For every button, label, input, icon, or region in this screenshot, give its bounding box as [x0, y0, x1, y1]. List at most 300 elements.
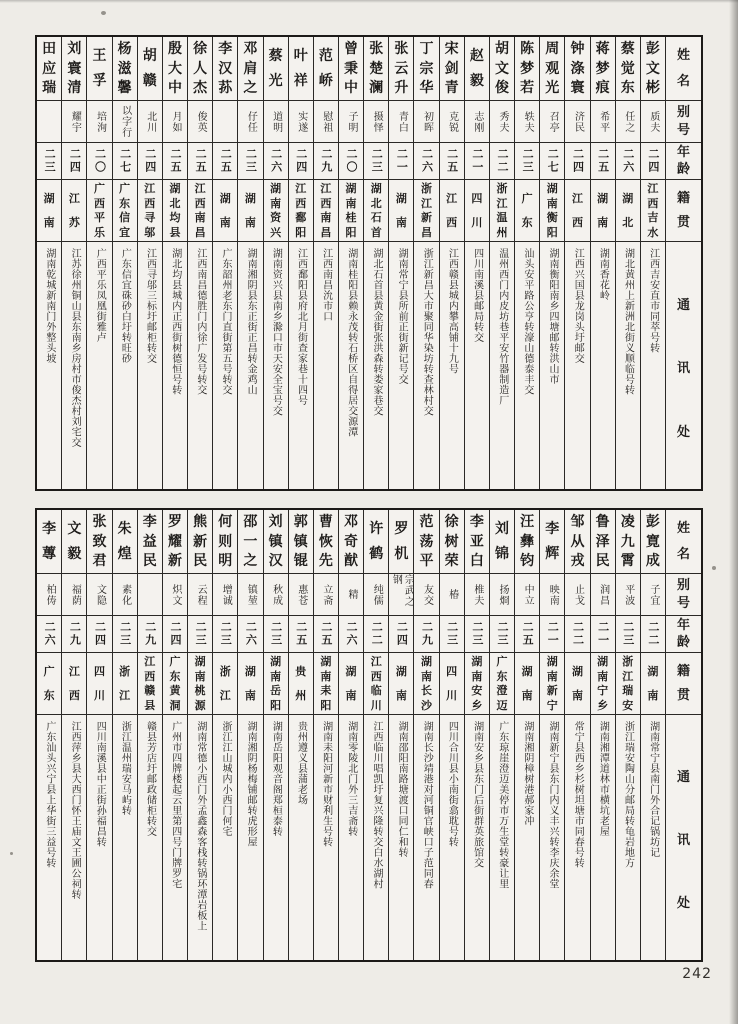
entry-column	[489, 37, 514, 489]
name-cell	[565, 37, 589, 101]
native-cell	[314, 180, 338, 242]
address-cell	[364, 242, 388, 489]
age-cell-text: 二三	[194, 621, 208, 647]
native-cell-char: 江	[320, 182, 332, 196]
alias-cell-text: 精	[346, 589, 358, 600]
age-cell	[440, 143, 464, 180]
alias-cell	[213, 574, 237, 616]
name-cell-char: 梦	[595, 60, 610, 77]
name-cell-char: 大	[167, 60, 182, 77]
native-cell-char: 资	[270, 211, 282, 225]
native-cell-char: 湖	[43, 192, 55, 205]
name-cell	[87, 510, 111, 574]
address-cell	[188, 715, 212, 960]
name-cell-char: 彭	[645, 514, 660, 531]
name-cell-char: 鲁	[595, 514, 610, 531]
address-cell	[37, 242, 61, 489]
alias-cell	[414, 101, 438, 143]
entry-column	[212, 37, 237, 489]
name-cell-char: 楚	[369, 60, 384, 77]
address-cell-text: 赣县芳店圩邮政储柜转交	[144, 721, 156, 837]
name-cell-char: 民	[193, 552, 208, 569]
native-cell-char: 北	[370, 196, 382, 210]
entry-column	[338, 37, 363, 489]
name-cell	[264, 37, 288, 101]
address-cell	[62, 242, 86, 489]
directory-table-bottom	[35, 508, 703, 962]
alias-cell-text: 以字行	[119, 105, 131, 138]
header-native	[666, 180, 701, 242]
alias-cell	[87, 574, 111, 616]
native-cell	[616, 653, 640, 715]
entry-column	[388, 37, 413, 489]
native-cell-char: 县	[169, 225, 181, 239]
age-cell-text: 二五	[194, 148, 208, 174]
name-cell-char: 彝	[520, 533, 535, 550]
native-cell-char: 均	[169, 211, 181, 225]
header-name-char: 名	[676, 546, 690, 562]
name-cell	[440, 37, 464, 101]
native-cell-char: 东	[496, 669, 508, 683]
alias-cell-text: 道明	[270, 110, 282, 133]
entry-column	[363, 37, 388, 489]
native-cell-char: 吉	[647, 211, 659, 225]
native-cell-char: 西	[144, 669, 156, 683]
native-cell-char: 湖	[219, 192, 231, 205]
name-cell	[238, 510, 262, 574]
address-cell-text: 广东汕头兴宁县上华街三益号转	[43, 721, 55, 868]
name-cell-char: 先	[318, 552, 333, 569]
name-cell-char: 李	[218, 41, 233, 58]
header-address	[666, 242, 701, 489]
name-cell	[591, 510, 615, 574]
entry-column	[514, 510, 539, 960]
native-cell-char: 四	[446, 665, 458, 678]
name-cell-char: 彬	[645, 79, 660, 96]
native-cell	[465, 180, 489, 242]
native-cell-char: 江	[622, 669, 634, 683]
native-cell	[440, 653, 464, 715]
name-cell-char: 君	[92, 552, 107, 569]
native-cell	[188, 180, 212, 242]
name-cell-char: 汉	[268, 552, 283, 569]
name-cell-char: 镇	[268, 533, 283, 550]
age-cell	[264, 143, 288, 180]
alias-cell	[641, 101, 665, 143]
address-cell-text: 四川南溪县中正街孙福昌转	[94, 721, 106, 847]
name-cell	[616, 510, 640, 574]
age-cell	[414, 143, 438, 180]
native-cell-char: 湖	[395, 665, 407, 678]
native-cell-char: 江	[370, 655, 382, 669]
name-cell	[188, 510, 212, 574]
entry-column	[439, 510, 464, 960]
alias-cell	[641, 574, 665, 616]
address-cell	[591, 242, 615, 489]
native-cell-char: 南	[244, 216, 256, 229]
entry-column	[237, 510, 262, 960]
age-cell-text: 二二	[370, 621, 384, 647]
address-cell-text: 四川合川县小南街翕耽号转	[446, 721, 458, 847]
age-cell-text: 二二	[646, 621, 660, 647]
native-cell-char: 水	[647, 225, 659, 239]
native-cell	[641, 653, 665, 715]
address-cell	[289, 715, 313, 960]
header-address-char: 通	[676, 770, 690, 785]
alias-cell	[414, 574, 438, 616]
entry-column	[187, 510, 212, 960]
age-cell	[641, 143, 665, 180]
name-cell-char: 光	[545, 79, 560, 96]
alias-cell-text: 子明	[346, 110, 358, 133]
alias-cell	[163, 574, 187, 616]
name-cell	[641, 37, 665, 101]
age-cell-text: 二六	[244, 621, 258, 647]
alias-cell	[238, 101, 262, 143]
age-cell-text: 二一	[470, 148, 484, 174]
native-cell	[213, 653, 237, 715]
scan-edge-shadow-top	[0, 0, 738, 3]
address-cell	[465, 242, 489, 489]
address-cell	[37, 715, 61, 960]
entry-column	[112, 37, 137, 489]
age-cell	[515, 143, 539, 180]
age-cell	[37, 616, 61, 653]
native-cell-char: 南	[571, 689, 583, 702]
entry-column	[590, 510, 615, 960]
age-cell	[264, 616, 288, 653]
alias-cell	[113, 574, 137, 616]
name-cell-char: 观	[545, 60, 560, 77]
address-cell-text: 江西鄱阳县府北月街查家巷十四号	[295, 248, 307, 406]
native-cell	[87, 653, 111, 715]
native-cell	[213, 180, 237, 242]
name-cell-char: 毅	[67, 546, 82, 563]
age-cell	[238, 143, 262, 180]
entry-column	[37, 510, 61, 960]
address-cell-text: 广西平乐凤凰街雅卢	[94, 248, 106, 343]
age-cell-text: 二一	[395, 148, 409, 174]
age-cell-text: 二九	[143, 621, 157, 647]
native-cell	[264, 180, 288, 242]
native-cell-char: 乡	[597, 698, 609, 712]
name-cell-char: 锟	[293, 552, 308, 569]
name-cell-char: 蔡	[620, 41, 635, 58]
name-cell-char: 青	[444, 79, 459, 96]
native-cell-char: 南	[320, 669, 332, 683]
alias-cell	[389, 574, 413, 616]
name-cell-char: 梦	[520, 60, 535, 77]
native-cell-char: 广	[496, 655, 508, 669]
address-cell-text: 浙江新昌大市聚同华染坊转查林村交	[421, 248, 433, 416]
name-cell-char: 平	[419, 552, 434, 569]
native-cell-char: 湖	[270, 655, 282, 669]
age-cell	[37, 143, 61, 180]
age-cell	[213, 616, 237, 653]
native-cell-char: 沙	[421, 698, 433, 712]
alias-cell-text: 摄怿	[371, 110, 383, 133]
age-cell	[490, 616, 514, 653]
name-cell-char: 范	[318, 47, 333, 64]
address-cell-text: 浙江温州瑞安马屿转	[119, 721, 131, 816]
native-cell-char: 湖	[622, 192, 634, 205]
name-cell-char: 俊	[494, 79, 509, 96]
native-cell-char: 南	[421, 669, 433, 683]
alias-cell	[389, 101, 413, 143]
alias-cell-text: 克锐	[446, 110, 458, 133]
native-cell-char: 江	[144, 655, 156, 669]
name-cell-char: 徐	[193, 41, 208, 58]
name-cell-char: 剑	[444, 60, 459, 77]
name-cell-char: 凌	[620, 514, 635, 531]
address-cell-text: 湖南常德小西门外孟鑫森客栈转锅环潭岩板上	[194, 721, 206, 931]
name-cell-char: 许	[369, 520, 384, 537]
alias-cell	[339, 574, 363, 616]
address-cell	[314, 715, 338, 960]
native-cell-char: 温	[496, 211, 508, 225]
entry-column	[564, 37, 589, 489]
native-cell-char: 广	[43, 665, 55, 678]
native-cell-char: 江	[496, 196, 508, 210]
name-cell-char: 邵	[243, 514, 258, 531]
name-cell	[641, 510, 665, 574]
alias-cell-text: 子宜	[647, 583, 659, 606]
alias-cell	[465, 574, 489, 616]
alias-cell-text: 志刚	[471, 110, 483, 133]
native-cell-char: 江	[647, 182, 659, 196]
age-cell-text: 二四	[68, 148, 82, 174]
native-cell-char: 宜	[119, 225, 131, 239]
name-cell-char: 殷	[167, 41, 182, 58]
age-cell-text: 二〇	[345, 148, 359, 174]
address-cell	[565, 242, 589, 489]
header-native-char: 贯	[676, 688, 690, 704]
age-cell	[289, 616, 313, 653]
native-cell-char: 川	[471, 216, 483, 229]
native-cell-char: 西	[144, 196, 156, 210]
address-cell	[440, 242, 464, 489]
alias-cell	[289, 101, 313, 143]
age-cell-text: 二六	[43, 621, 57, 647]
address-cell	[389, 715, 413, 960]
native-cell-char: 澄	[496, 684, 508, 698]
native-cell	[389, 180, 413, 242]
header-address-char: 通	[676, 297, 690, 313]
name-cell-char: 李	[42, 520, 57, 537]
age-cell	[591, 616, 615, 653]
alias-cell	[238, 574, 262, 616]
age-cell	[490, 143, 514, 180]
entry-column	[464, 510, 489, 960]
age-cell-text: 二一	[546, 621, 560, 647]
native-cell-char: 广	[93, 182, 105, 196]
name-cell	[138, 37, 162, 101]
alias-cell-text: 宗武之钢	[390, 574, 414, 607]
alias-cell-text: 月如	[169, 110, 181, 133]
entry-column	[564, 510, 589, 960]
address-cell-text: 江苏徐州铜山县东南乡房村市俊杰村刘宅交	[69, 248, 81, 448]
address-cell	[490, 242, 514, 489]
scan-edge-shadow-right	[729, 0, 738, 1024]
native-cell-char: 西	[93, 196, 105, 210]
age-cell-text: 二九	[319, 148, 333, 174]
native-cell-char: 南	[270, 669, 282, 683]
age-cell-text: 二五	[168, 148, 182, 174]
name-cell-char: 煌	[117, 546, 132, 563]
name-cell-char: 毅	[469, 73, 484, 90]
name-cell-char: 张	[92, 514, 107, 531]
address-cell	[339, 715, 363, 960]
name-cell-char: 九	[620, 533, 635, 550]
age-cell-text: 二二	[495, 148, 509, 174]
age-cell	[465, 616, 489, 653]
native-cell-char: 乐	[93, 225, 105, 239]
name-cell-char: 耀	[167, 533, 182, 550]
native-cell-char: 衡	[546, 211, 558, 225]
native-cell-char: 广	[169, 655, 181, 669]
native-cell-char: 江	[68, 665, 80, 678]
name-cell-char: 蒋	[595, 41, 610, 58]
alias-cell-text: 仔任	[245, 110, 257, 133]
address-cell-text: 湖北均县城内正西街树德恒号转	[169, 248, 181, 395]
alias-cell	[591, 101, 615, 143]
native-cell	[62, 653, 86, 715]
age-cell	[113, 143, 137, 180]
address-cell	[238, 715, 262, 960]
native-cell	[138, 180, 162, 242]
age-cell	[364, 143, 388, 180]
alias-cell	[264, 101, 288, 143]
entry-column	[187, 37, 212, 489]
native-cell-char: 南	[345, 196, 357, 210]
native-cell-char: 南	[194, 211, 206, 225]
entry-column	[640, 510, 665, 960]
entry-column	[363, 510, 388, 960]
native-cell-char: 南	[270, 196, 282, 210]
entry-column	[388, 510, 413, 960]
age-cell	[238, 616, 262, 653]
age-cell-text: 二三	[445, 621, 459, 647]
native-cell-char: 宁	[597, 684, 609, 698]
name-cell-char: 钧	[520, 552, 535, 569]
name-cell-char: 曹	[318, 514, 333, 531]
name-cell-char: 文	[645, 60, 660, 77]
name-cell-char: 镇	[293, 533, 308, 550]
native-cell-char: 瑞	[622, 684, 634, 698]
address-cell-text: 江西萍乡县大西门怀王庙文王圃公祠转	[69, 721, 81, 900]
native-cell-char: 川	[370, 698, 382, 712]
name-cell	[213, 37, 237, 101]
native-cell-char: 邬	[144, 225, 156, 239]
native-cell	[163, 180, 187, 242]
header-age	[666, 616, 701, 653]
native-cell-char: 北	[622, 216, 634, 229]
native-cell	[37, 180, 61, 242]
native-cell-char: 川	[93, 689, 105, 702]
name-cell-char: 戎	[570, 552, 585, 569]
address-cell-text: 广东信宜硃砂白圩转旺砂	[119, 248, 131, 364]
entry-column	[86, 37, 111, 489]
name-cell-char: 瑞	[42, 79, 57, 96]
native-cell-char: 江	[144, 182, 156, 196]
native-cell-char: 阳	[320, 698, 332, 712]
scan-speck	[10, 852, 13, 855]
header-age-char: 龄	[676, 161, 690, 177]
address-cell-text: 湖南香花岭	[597, 248, 609, 301]
name-cell	[389, 37, 413, 101]
name-cell	[339, 37, 363, 101]
header-alias-char: 号	[676, 596, 690, 611]
alias-cell-text: 扬烱	[496, 583, 508, 606]
native-cell-char: 西	[68, 689, 80, 702]
native-cell-char: 西	[194, 196, 206, 210]
name-cell-char: 馨	[117, 79, 132, 96]
address-cell	[238, 242, 262, 489]
native-cell-char: 东	[169, 669, 181, 683]
name-cell	[515, 37, 539, 101]
age-cell-text: 二三	[43, 148, 57, 174]
native-cell-char: 湖	[647, 665, 659, 678]
age-cell	[641, 616, 665, 653]
name-cell-char: 应	[42, 60, 57, 77]
native-cell-char: 江	[571, 192, 583, 205]
header-native-char: 贯	[676, 215, 690, 231]
native-cell-char: 新	[546, 684, 558, 698]
alias-cell-text: 柏俦	[44, 583, 56, 606]
alias-cell-text: 初晖	[421, 110, 433, 133]
alias-cell	[364, 101, 388, 143]
page-number: 242	[682, 966, 712, 982]
native-cell-char: 寻	[144, 211, 156, 225]
native-cell	[540, 180, 564, 242]
name-cell	[314, 510, 338, 574]
address-cell	[515, 715, 539, 960]
age-cell-text: 二三	[118, 621, 132, 647]
age-cell	[364, 616, 388, 653]
native-cell	[264, 653, 288, 715]
name-cell-char: 人	[193, 60, 208, 77]
age-cell-text: 二四	[168, 621, 182, 647]
native-cell-char: 湖	[270, 182, 282, 196]
name-cell-char: 蓴	[42, 546, 57, 563]
entry-column	[162, 37, 187, 489]
age-cell	[616, 143, 640, 180]
alias-cell-text: 中立	[522, 583, 534, 606]
name-cell-char: 荣	[444, 552, 459, 569]
native-cell-char: 县	[144, 698, 156, 712]
native-cell	[616, 180, 640, 242]
alias-cell-text: 友交	[421, 583, 433, 606]
native-cell-char: 平	[93, 211, 105, 225]
entry-column	[162, 510, 187, 960]
native-cell	[339, 653, 363, 715]
native-cell-char: 广	[119, 182, 131, 196]
alias-cell-text: 炽文	[169, 583, 181, 606]
address-cell-text: 江西兴国县龙岗头圩邮交	[572, 248, 584, 364]
header-native	[666, 653, 701, 715]
native-cell	[62, 180, 86, 242]
name-cell	[163, 37, 187, 101]
alias-cell-text: 实遂	[295, 110, 307, 133]
header-alias	[666, 574, 701, 616]
alias-cell	[364, 574, 388, 616]
header-age-char: 年	[676, 618, 690, 634]
native-cell-char: 四	[471, 192, 483, 205]
name-cell-char: 文	[67, 520, 82, 537]
name-cell-char: 杰	[193, 79, 208, 96]
native-cell-char: 南	[194, 669, 206, 683]
name-cell-char: 升	[394, 79, 409, 96]
